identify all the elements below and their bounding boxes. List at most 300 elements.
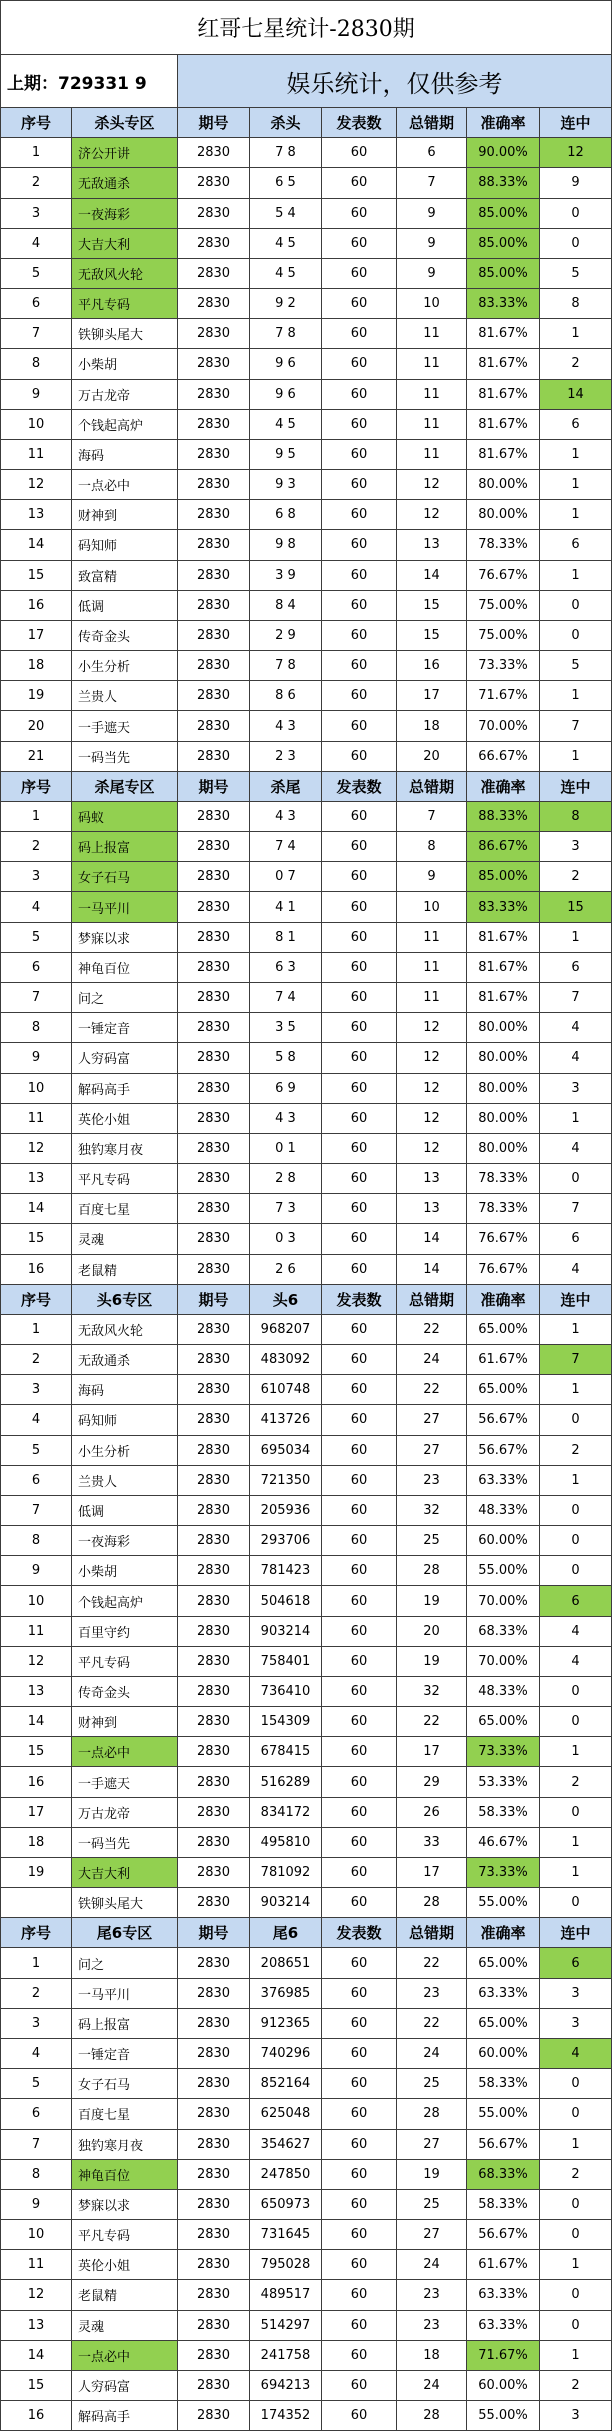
win-streak: 1	[540, 2341, 612, 2371]
prediction-value: 740296	[250, 2039, 322, 2069]
win-streak: 2	[540, 2160, 612, 2190]
table-row	[0, 892, 612, 922]
row-number: 11	[0, 1104, 72, 1134]
expert-name: 解码高手	[72, 1074, 178, 1104]
header-misses: 总错期	[397, 108, 467, 138]
prediction-value: 6 9	[250, 1074, 322, 1104]
period-number: 2830	[178, 470, 250, 500]
row-number: 17	[0, 621, 72, 651]
post-count: 60	[322, 561, 397, 591]
total-misses: 19	[397, 2160, 467, 2190]
total-misses: 24	[397, 2371, 467, 2401]
prediction-value: 625048	[250, 2099, 322, 2129]
prediction-value: 834172	[250, 1798, 322, 1828]
win-streak: 0	[540, 1496, 612, 1526]
expert-name: 一夜海彩	[72, 1526, 178, 1556]
win-streak: 1	[540, 923, 612, 953]
table-row	[0, 530, 612, 560]
period-number: 2830	[178, 1375, 250, 1405]
post-count: 60	[322, 2401, 397, 2431]
win-streak: 7	[540, 1345, 612, 1375]
accuracy-rate: 48.33%	[467, 1496, 540, 1526]
prediction-value: 912365	[250, 2009, 322, 2039]
accuracy-rate: 56.67%	[467, 2130, 540, 2160]
accuracy-rate: 71.67%	[467, 2341, 540, 2371]
total-misses: 22	[397, 1315, 467, 1345]
period-number: 2830	[178, 1466, 250, 1496]
row-number: 2	[0, 832, 72, 862]
period-number: 2830	[178, 1828, 250, 1858]
table-row	[0, 2069, 612, 2099]
row-number: 6	[0, 1466, 72, 1496]
table-row	[0, 1526, 612, 1556]
expert-name: 平凡专码	[72, 1647, 178, 1677]
total-misses: 25	[397, 2190, 467, 2220]
expert-name: 传奇金头	[72, 621, 178, 651]
row-number: 15	[0, 561, 72, 591]
post-count: 60	[322, 1767, 397, 1797]
win-streak: 9	[540, 168, 612, 198]
prediction-value: 7 8	[250, 319, 322, 349]
expert-name: 灵魂	[72, 1224, 178, 1254]
prediction-value: 3 9	[250, 561, 322, 591]
period-number: 2830	[178, 2099, 250, 2129]
accuracy-rate: 66.67%	[467, 742, 540, 772]
prediction-value: 695034	[250, 1436, 322, 1466]
row-number: 21	[0, 742, 72, 772]
accuracy-rate: 53.33%	[467, 1767, 540, 1797]
post-count: 60	[322, 2009, 397, 2039]
post-count: 60	[322, 1617, 397, 1647]
post-count: 60	[322, 138, 397, 168]
accuracy-rate: 70.00%	[467, 711, 540, 741]
row-number: 4	[0, 2039, 72, 2069]
row-number: 5	[0, 923, 72, 953]
prediction-value: 2 9	[250, 621, 322, 651]
post-count: 60	[322, 1104, 397, 1134]
expert-name: 无敌风火轮	[72, 259, 178, 289]
post-count: 60	[322, 500, 397, 530]
period-number: 2830	[178, 1617, 250, 1647]
win-streak: 5	[540, 259, 612, 289]
win-streak: 14	[540, 380, 612, 410]
period-number: 2830	[178, 2130, 250, 2160]
row-number	[0, 1888, 72, 1918]
win-streak: 0	[540, 2220, 612, 2250]
period-number: 2830	[178, 2371, 250, 2401]
accuracy-rate: 65.00%	[467, 2009, 540, 2039]
table-row	[0, 591, 612, 621]
accuracy-rate: 56.67%	[467, 2220, 540, 2250]
row-number: 10	[0, 410, 72, 440]
row-number: 19	[0, 681, 72, 711]
accuracy-rate: 60.00%	[467, 2371, 540, 2401]
win-streak: 1	[540, 470, 612, 500]
total-misses: 9	[397, 199, 467, 229]
post-count: 60	[322, 892, 397, 922]
table-row	[0, 440, 612, 470]
post-count: 60	[322, 2039, 397, 2069]
post-count: 60	[322, 2099, 397, 2129]
period-number: 2830	[178, 983, 250, 1013]
total-misses: 11	[397, 380, 467, 410]
accuracy-rate: 56.67%	[467, 1436, 540, 1466]
prediction-value: 4 3	[250, 711, 322, 741]
accuracy-rate: 55.00%	[467, 2099, 540, 2129]
period-number: 2830	[178, 681, 250, 711]
table-row	[0, 1043, 612, 1073]
prediction-value: 6 3	[250, 953, 322, 983]
period-number: 2830	[178, 500, 250, 530]
accuracy-rate: 75.00%	[467, 621, 540, 651]
accuracy-rate: 73.33%	[467, 651, 540, 681]
period-number: 2830	[178, 349, 250, 379]
header-row	[0, 108, 612, 138]
table-row	[0, 1013, 612, 1043]
row-number: 9	[0, 1043, 72, 1073]
row-number: 11	[0, 2250, 72, 2280]
header-index: 序号	[0, 1285, 72, 1315]
row-number: 2	[0, 1979, 72, 2009]
win-streak: 5	[540, 651, 612, 681]
total-misses: 14	[397, 561, 467, 591]
table-row	[0, 1556, 612, 1586]
row-number: 15	[0, 2371, 72, 2401]
post-count: 60	[322, 2130, 397, 2160]
total-misses: 12	[397, 1074, 467, 1104]
post-count: 60	[322, 1888, 397, 1918]
prediction-value: 736410	[250, 1677, 322, 1707]
period-number: 2830	[178, 742, 250, 772]
total-misses: 12	[397, 1134, 467, 1164]
total-misses: 28	[397, 2401, 467, 2431]
accuracy-rate: 85.00%	[467, 259, 540, 289]
win-streak: 1	[540, 1828, 612, 1858]
row-number: 18	[0, 651, 72, 681]
post-count: 60	[322, 229, 397, 259]
period-number: 2830	[178, 802, 250, 832]
table-row	[0, 2250, 612, 2280]
win-streak: 0	[540, 1888, 612, 1918]
expert-name: 一码当先	[72, 1828, 178, 1858]
expert-name: 梦寐以求	[72, 923, 178, 953]
win-streak: 0	[540, 591, 612, 621]
total-misses: 15	[397, 591, 467, 621]
accuracy-rate: 55.00%	[467, 1888, 540, 1918]
accuracy-rate: 60.00%	[467, 2039, 540, 2069]
table-row	[0, 1315, 612, 1345]
expert-name: 无敌风火轮	[72, 1315, 178, 1345]
accuracy-rate: 58.33%	[467, 1798, 540, 1828]
expert-name: 灵魂	[72, 2311, 178, 2341]
header-streak: 连中	[540, 108, 612, 138]
total-misses: 20	[397, 1617, 467, 1647]
total-misses: 9	[397, 259, 467, 289]
expert-name: 码蚁	[72, 802, 178, 832]
post-count: 60	[322, 1164, 397, 1194]
prediction-value: 6 8	[250, 500, 322, 530]
total-misses: 12	[397, 470, 467, 500]
table-row	[0, 2160, 612, 2190]
post-count: 60	[322, 1586, 397, 1616]
post-count: 60	[322, 2190, 397, 2220]
header-posts: 发表数	[322, 1285, 397, 1315]
table-row	[0, 2130, 612, 2160]
row-number: 20	[0, 711, 72, 741]
post-count: 60	[322, 923, 397, 953]
period-number: 2830	[178, 1798, 250, 1828]
accuracy-rate: 61.67%	[467, 1345, 540, 1375]
post-count: 60	[322, 2160, 397, 2190]
row-number: 3	[0, 862, 72, 892]
win-streak: 0	[540, 2069, 612, 2099]
total-misses: 24	[397, 2039, 467, 2069]
row-number: 12	[0, 2280, 72, 2310]
period-number: 2830	[178, 1405, 250, 1435]
accuracy-rate: 61.67%	[467, 2250, 540, 2280]
accuracy-rate: 88.33%	[467, 168, 540, 198]
expert-name: 兰贵人	[72, 681, 178, 711]
win-streak: 0	[540, 229, 612, 259]
win-streak: 3	[540, 1979, 612, 2009]
expert-name: 百度七星	[72, 1194, 178, 1224]
header-accuracy: 准确率	[467, 1285, 540, 1315]
post-count: 60	[322, 2341, 397, 2371]
win-streak: 0	[540, 1556, 612, 1586]
expert-name: 财神到	[72, 500, 178, 530]
prediction-value: 694213	[250, 2371, 322, 2401]
table-row	[0, 2341, 612, 2371]
win-streak: 4	[540, 1013, 612, 1043]
total-misses: 17	[397, 1737, 467, 1767]
post-count: 60	[322, 621, 397, 651]
expert-name: 码上报富	[72, 2009, 178, 2039]
win-streak: 1	[540, 2250, 612, 2280]
win-streak: 2	[540, 2371, 612, 2401]
post-count: 60	[322, 319, 397, 349]
row-number: 7	[0, 2130, 72, 2160]
prediction-value: 781092	[250, 1858, 322, 1888]
table-row	[0, 742, 612, 772]
total-misses: 23	[397, 2280, 467, 2310]
prediction-value: 4 1	[250, 892, 322, 922]
accuracy-rate: 76.67%	[467, 1224, 540, 1254]
expert-name: 人穷码富	[72, 2371, 178, 2401]
table-row	[0, 1737, 612, 1767]
row-number: 8	[0, 1013, 72, 1043]
prediction-value: 8 4	[250, 591, 322, 621]
row-number: 10	[0, 1074, 72, 1104]
period-number: 2830	[178, 1526, 250, 1556]
table-row	[0, 168, 612, 198]
post-count: 60	[322, 1858, 397, 1888]
win-streak: 1	[540, 1375, 612, 1405]
table-row	[0, 1104, 612, 1134]
total-misses: 19	[397, 1647, 467, 1677]
row-number: 5	[0, 259, 72, 289]
row-number: 12	[0, 1134, 72, 1164]
page-title: 红哥七星统计-2830期	[0, 0, 612, 55]
total-misses: 13	[397, 530, 467, 560]
table-row	[0, 1828, 612, 1858]
expert-name: 大吉大利	[72, 1858, 178, 1888]
header-posts: 发表数	[322, 772, 397, 802]
row-number: 17	[0, 1798, 72, 1828]
win-streak: 6	[540, 1586, 612, 1616]
period-number: 2830	[178, 530, 250, 560]
win-streak: 2	[540, 1767, 612, 1797]
total-misses: 9	[397, 229, 467, 259]
expert-name: 一锤定音	[72, 1013, 178, 1043]
period-number: 2830	[178, 2401, 250, 2431]
post-count: 60	[322, 2220, 397, 2250]
period-number: 2830	[178, 953, 250, 983]
row-number: 3	[0, 1375, 72, 1405]
prediction-value: 8 6	[250, 681, 322, 711]
win-streak: 0	[540, 1405, 612, 1435]
row-number: 13	[0, 1677, 72, 1707]
total-misses: 27	[397, 2220, 467, 2250]
win-streak: 1	[540, 2130, 612, 2160]
header-period: 期号	[178, 1285, 250, 1315]
prediction-value: 205936	[250, 1496, 322, 1526]
expert-name: 海码	[72, 1375, 178, 1405]
prediction-value: 968207	[250, 1315, 322, 1345]
table-row	[0, 1496, 612, 1526]
prediction-value: 293706	[250, 1526, 322, 1556]
period-number: 2830	[178, 1104, 250, 1134]
total-misses: 23	[397, 1979, 467, 2009]
section-kill-tail	[0, 772, 612, 1285]
post-count: 60	[322, 1707, 397, 1737]
win-streak: 1	[540, 319, 612, 349]
accuracy-rate: 78.33%	[467, 1194, 540, 1224]
expert-name: 女子石马	[72, 862, 178, 892]
total-misses: 7	[397, 168, 467, 198]
prediction-value: 247850	[250, 2160, 322, 2190]
period-number: 2830	[178, 1224, 250, 1254]
period-number: 2830	[178, 2190, 250, 2220]
post-count: 60	[322, 591, 397, 621]
header-zone: 杀头专区	[72, 108, 178, 138]
header-streak: 连中	[540, 1918, 612, 1948]
accuracy-rate: 70.00%	[467, 1647, 540, 1677]
expert-name: 海码	[72, 440, 178, 470]
expert-name: 万古龙帝	[72, 1798, 178, 1828]
accuracy-rate: 81.67%	[467, 983, 540, 1013]
header-accuracy: 准确率	[467, 772, 540, 802]
accuracy-rate: 83.33%	[467, 892, 540, 922]
table-row	[0, 2220, 612, 2250]
total-misses: 11	[397, 410, 467, 440]
post-count: 60	[322, 2371, 397, 2401]
table-row	[0, 832, 612, 862]
post-count: 60	[322, 1466, 397, 1496]
accuracy-rate: 85.00%	[467, 862, 540, 892]
period-number: 2830	[178, 1315, 250, 1345]
expert-name: 一锤定音	[72, 2039, 178, 2069]
total-misses: 17	[397, 1858, 467, 1888]
win-streak: 4	[540, 1043, 612, 1073]
row-number: 12	[0, 470, 72, 500]
header-index: 序号	[0, 108, 72, 138]
table-row	[0, 923, 612, 953]
table-row	[0, 561, 612, 591]
period-number: 2830	[178, 199, 250, 229]
expert-name: 一马平川	[72, 1979, 178, 2009]
prediction-value: 0 7	[250, 862, 322, 892]
total-misses: 28	[397, 2099, 467, 2129]
table-row	[0, 2401, 612, 2431]
accuracy-rate: 80.00%	[467, 1074, 540, 1104]
prediction-value: 4 3	[250, 802, 322, 832]
accuracy-rate: 78.33%	[467, 530, 540, 560]
win-streak: 1	[540, 1858, 612, 1888]
period-number: 2830	[178, 1647, 250, 1677]
total-misses: 10	[397, 289, 467, 319]
expert-name: 财神到	[72, 1707, 178, 1737]
prediction-value: 721350	[250, 1466, 322, 1496]
win-streak: 0	[540, 2280, 612, 2310]
header-value: 尾6	[250, 1918, 322, 1948]
accuracy-rate: 65.00%	[467, 1315, 540, 1345]
accuracy-rate: 81.67%	[467, 440, 540, 470]
win-streak: 1	[540, 1737, 612, 1767]
win-streak: 3	[540, 2009, 612, 2039]
table-row	[0, 2311, 612, 2341]
total-misses: 7	[397, 802, 467, 832]
total-misses: 24	[397, 2250, 467, 2280]
row-number: 16	[0, 1767, 72, 1797]
expert-name: 码知师	[72, 1405, 178, 1435]
expert-name: 小柴胡	[72, 349, 178, 379]
table-row	[0, 1767, 612, 1797]
table-row	[0, 1677, 612, 1707]
accuracy-rate: 65.00%	[467, 1375, 540, 1405]
win-streak: 1	[540, 440, 612, 470]
accuracy-rate: 81.67%	[467, 953, 540, 983]
expert-name: 人穷码富	[72, 1043, 178, 1073]
row-number: 9	[0, 1556, 72, 1586]
total-misses: 11	[397, 349, 467, 379]
win-streak: 6	[540, 530, 612, 560]
prediction-value: 4 5	[250, 259, 322, 289]
prediction-value: 4 3	[250, 1104, 322, 1134]
table-row	[0, 1948, 612, 1978]
accuracy-rate: 80.00%	[467, 470, 540, 500]
post-count: 60	[322, 530, 397, 560]
total-misses: 13	[397, 1164, 467, 1194]
table-row	[0, 1586, 612, 1616]
period-number: 2830	[178, 1134, 250, 1164]
post-count: 60	[322, 1375, 397, 1405]
prediction-value: 795028	[250, 2250, 322, 2280]
total-misses: 22	[397, 1948, 467, 1978]
header-row	[0, 772, 612, 802]
expert-name: 一手遮天	[72, 711, 178, 741]
win-streak: 0	[540, 621, 612, 651]
accuracy-rate: 81.67%	[467, 349, 540, 379]
table-row	[0, 1164, 612, 1194]
period-number: 2830	[178, 651, 250, 681]
accuracy-rate: 63.33%	[467, 1979, 540, 2009]
prediction-value: 9 6	[250, 349, 322, 379]
header-accuracy: 准确率	[467, 1918, 540, 1948]
post-count: 60	[322, 832, 397, 862]
period-number: 2830	[178, 440, 250, 470]
total-misses: 20	[397, 742, 467, 772]
total-misses: 11	[397, 319, 467, 349]
